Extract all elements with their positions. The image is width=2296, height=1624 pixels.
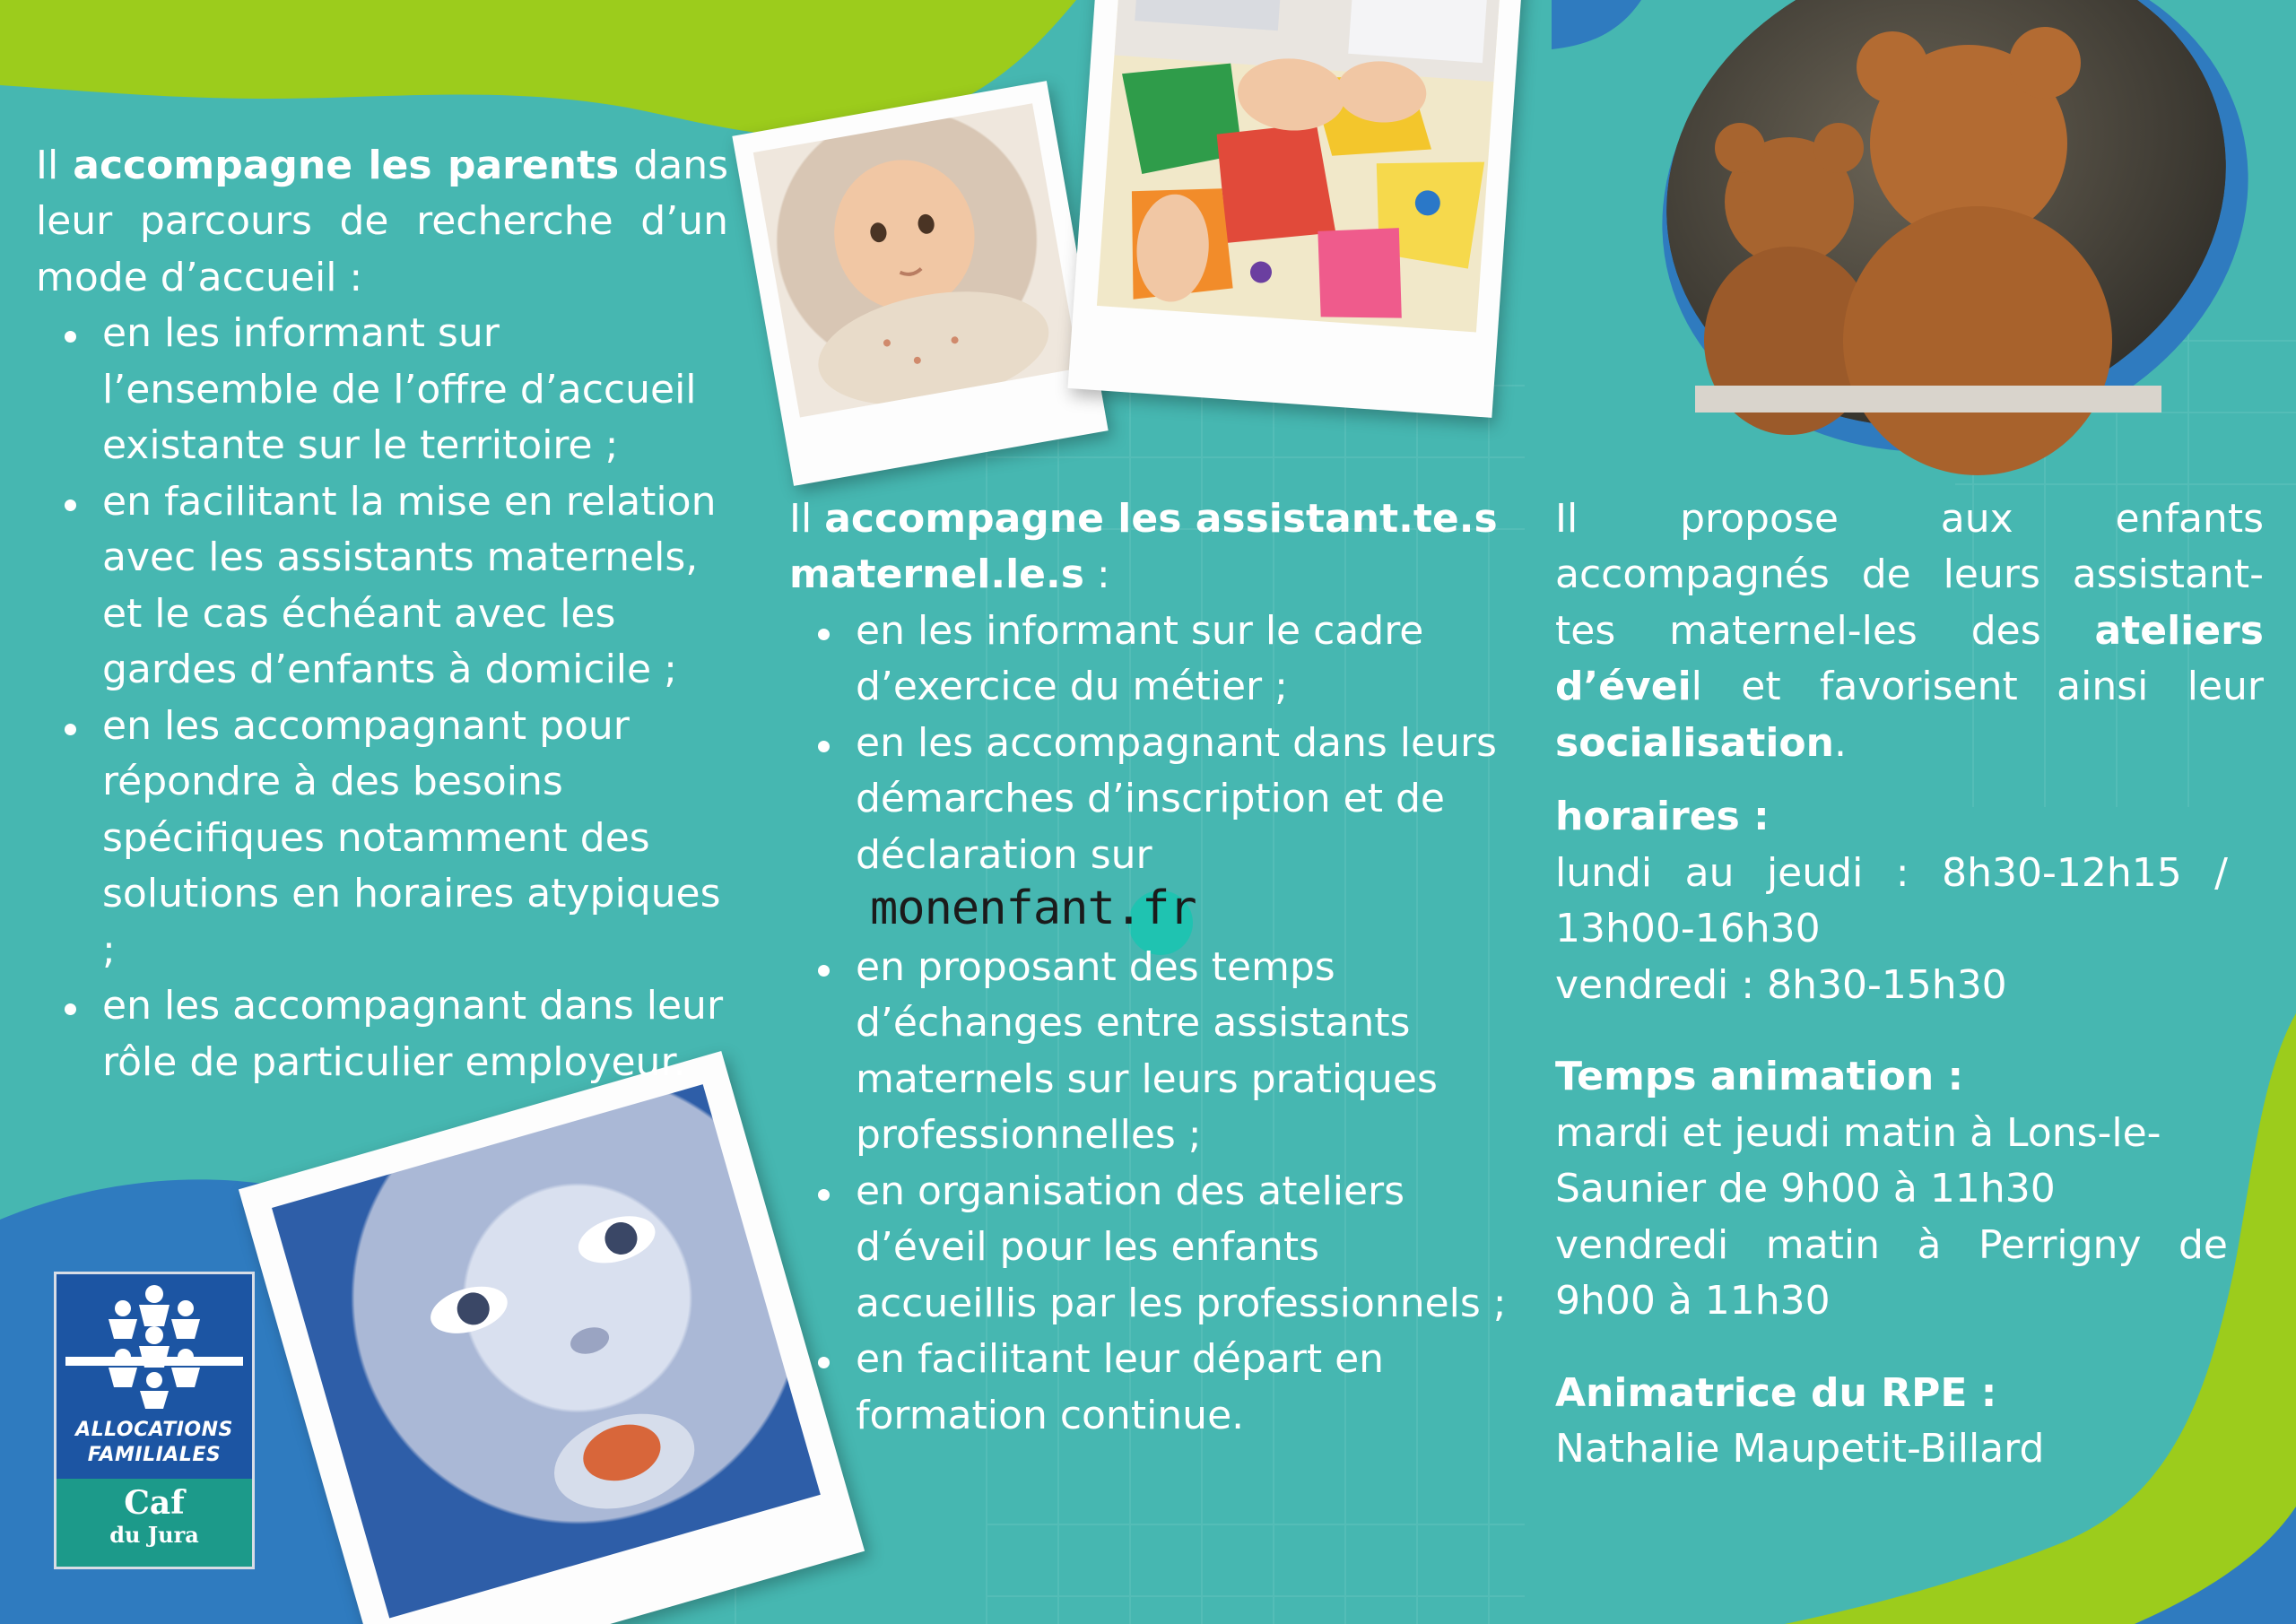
animatrice-title: Animatrice du RPE : [1555,1369,1997,1416]
list-item: en facilitant leur départ en formation continue. [856,1332,1507,1444]
photo-crafts [1097,0,1501,332]
list-item: en organisation des ateliers d’éveil pour les enfants accueillis par les professionnels ; [856,1164,1507,1332]
list-item-text: en les accompagnant dans leurs démarches d’inscription et de déclaration sur [856,719,1497,878]
horaires-block [1555,789,2264,1013]
list-item [856,716,1507,940]
caf-line-1: ALLOCATIONS [75,1419,233,1441]
list-item: en les accompagnant pour répondre à des besoins spécifiques notamment des solutions en horaires atypiques ; [102,699,728,978]
list-item: en proposant des temps d’échanges entre assistants maternels sur leurs pratiques professionnelles ; [856,940,1507,1164]
caf-family-icon [57,1274,252,1418]
assistants-intro [789,491,1507,604]
caf-logo-bottom [57,1479,252,1567]
enfants-text-1: Il propose aux enfants accompagnés de leurs assistant-tes maternel-les des [1555,496,2264,654]
caf-logo-top [57,1274,252,1479]
photo-teddy-bears [1623,0,2269,493]
parents-intro [36,138,728,306]
parents-intro-rest: dans leur parcours de recherche d’un mode d’accueil : [36,143,728,300]
animatrice-block [1555,1366,2264,1478]
enfants-section [1555,491,2264,1478]
caf-line-4: du Jura [109,1521,199,1548]
enfants-bold-2: socialisation [1555,719,1834,766]
crafts-illustration [1097,0,1501,332]
photo-baby-pacifier [272,1084,821,1618]
parents-intro-prefix: Il [36,143,74,188]
assistants-list [789,604,1507,1444]
enfants-bold-1: ateliers d’évei [1555,607,2264,710]
baby-face-icon [753,103,1079,417]
baby-eyes-illustration [272,1084,821,1618]
caf-logo[interactable] [54,1272,255,1569]
caf-line-3: Caf [124,1484,185,1522]
enfants-text-3: . [1834,719,1847,766]
enfants-text-2: l et favorisent ainsi leur [1691,664,2264,710]
parents-section [36,138,728,1090]
animation-line-1: mardi et jeudi matin à Lons-le-Saunier de 9h00 à 11h30 [1555,1109,2161,1212]
photo-baby-lying [753,103,1079,417]
animation-title: Temps animation : [1555,1054,1964,1100]
horaires-title: horaires : [1555,794,1770,840]
enfants-intro [1555,491,2264,771]
animatrice-name: Nathalie Maupetit-Billard [1555,1426,2045,1472]
animation-line-2: vendredi matin à Perrigny de 9h00 à 11h30 [1555,1221,2228,1324]
list-item: en les accompagnant dans leur rôle de particulier employeur. [102,978,728,1090]
caf-logo-subtitle [57,1418,252,1467]
parents-intro-bold: accompagne les parents [73,143,620,188]
assistants-intro-prefix: Il [789,496,825,542]
list-item: en les informant sur le cadre d’exercice du métier ; [856,604,1507,716]
horaires-line-1: lundi au jeudi : 8h30-12h15 / 13h00-16h30 [1555,849,2228,952]
list-item: en facilitant la mise en relation avec les assistants maternels, et le cas échéant avec les gardes d’enfants à domicile ; [102,474,728,699]
list-item: en les informant sur l’ensemble de l’offre d’accueil existante sur le territoire ; [102,306,728,473]
assistants-intro-bold: accompagne les assistant.te.s maternel.le.s [789,496,1498,598]
assistants-section [789,491,1507,1444]
assistants-intro-rest: : [1083,551,1110,598]
monenfant-logo[interactable] [870,883,1196,934]
polaroid-crafts [1067,0,1524,418]
animation-block [1555,1049,2264,1329]
horaires-line-2: vendredi : 8h30-15h30 [1555,961,2007,1008]
caf-line-2: FAMILIALES [87,1443,222,1466]
parents-list [36,306,728,1090]
monenfant-logo-text: monenfant.fr [870,881,1196,936]
polaroid-baby-lying [732,81,1108,486]
